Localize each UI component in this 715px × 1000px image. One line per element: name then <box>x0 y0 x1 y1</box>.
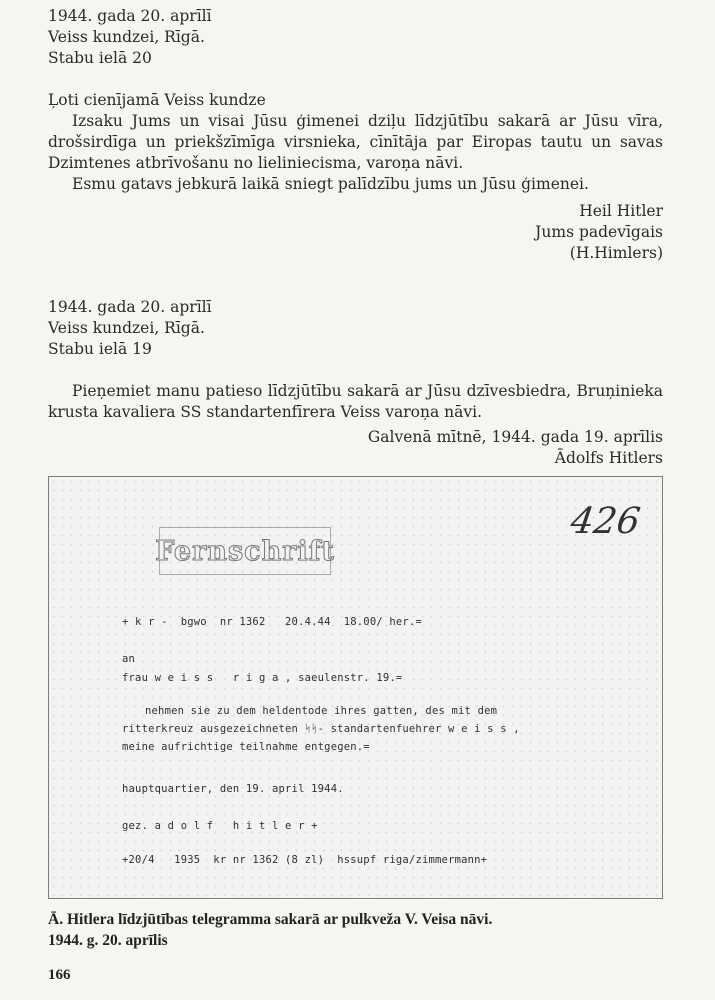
spacer <box>48 69 663 90</box>
telegram-line: +20/4 1935 kr nr 1362 (8 zl) hssupf riga/zimmermann+ <box>122 854 488 866</box>
telegram-photo <box>48 476 663 899</box>
spacer <box>48 360 663 381</box>
page-number: 166 <box>48 967 71 983</box>
letter-closing: Jums padevīgais <box>535 223 663 241</box>
figure-caption <box>48 909 663 951</box>
letter-hitler <box>48 297 663 469</box>
telegram-line: hauptquartier, den 19. april 1944. <box>122 783 344 795</box>
letter-address: Stabu ielā 19 <box>48 340 152 358</box>
letter-signature: Ādolfs Hitlers <box>554 449 663 467</box>
handwritten-number: 426 <box>568 501 643 542</box>
telegram-line: frau w e i s s r i g a , saeulenstr. 19.= <box>122 672 403 684</box>
letter-place-date: Galvenā mītnē, 1944. gada 19. aprīlis <box>367 428 663 446</box>
letter-paragraph: Pieņemiet manu patieso līdzjūtību sakarā ar Jūsu dzīvesbiedra, Bruņinieka krusta kavaliera SS standartenfīrera Veiss varoņa nāvi. <box>48 382 663 421</box>
letter-salutation: Ļoti cienījamā Veiss kundze <box>48 91 266 109</box>
letter-date: 1944. gada 20. aprīlī <box>48 298 212 316</box>
letter-address: Stabu ielā 20 <box>48 49 152 67</box>
letter-closing: Heil Hitler <box>579 202 663 220</box>
telegram-line: an <box>122 653 136 665</box>
telegram-line: + k r - bgwo nr 1362 20.4.44 18.00/ her.= <box>122 616 422 628</box>
caption-line: Ā. Hitlera līdzjūtības telegramma sakarā ar pulkveža V. Veisa nāvi. <box>48 911 493 928</box>
fernschrift-stamp <box>155 527 335 575</box>
stamp-text: Fernschrift <box>155 535 335 567</box>
telegram-line: meine aufrichtige teilnahme entgegen.= <box>122 741 370 753</box>
telegram-line: gez. a d o l f h i t l e r + <box>122 820 318 832</box>
caption-line: 1944. g. 20. aprīlis <box>48 932 168 949</box>
letter-paragraph: Esmu gatavs jebkurā laikā sniegt palīdzību jums un Jūsu ģimenei. <box>72 175 589 193</box>
letter-himmler <box>48 6 663 264</box>
letter-date: 1944. gada 20. aprīlī <box>48 7 212 25</box>
letter-signature: (H.Himlers) <box>569 244 663 262</box>
telegram-line: nehmen sie zu dem heldentode ihres gatten, des mit dem <box>145 705 498 717</box>
letter-recipient: Veiss kundzei, Rīgā. <box>48 28 205 46</box>
telegram-line: ritterkreuz ausgezeichneten ᛋᛋ- standartenfuehrer w e i s s , <box>122 723 520 735</box>
letter-recipient: Veiss kundzei, Rīgā. <box>48 319 205 337</box>
letter-paragraph: Izsaku Jums un visai Jūsu ģimenei dziļu līdzjūtību sakarā ar Jūsu vīra, drošsirdīga un priekšzīmīga virsnieka, cīnītāja par Eiropas tautu un savas Dzimtenes atbrīvošanu no lieliniecisma, varoņa nāvi. <box>48 112 663 172</box>
